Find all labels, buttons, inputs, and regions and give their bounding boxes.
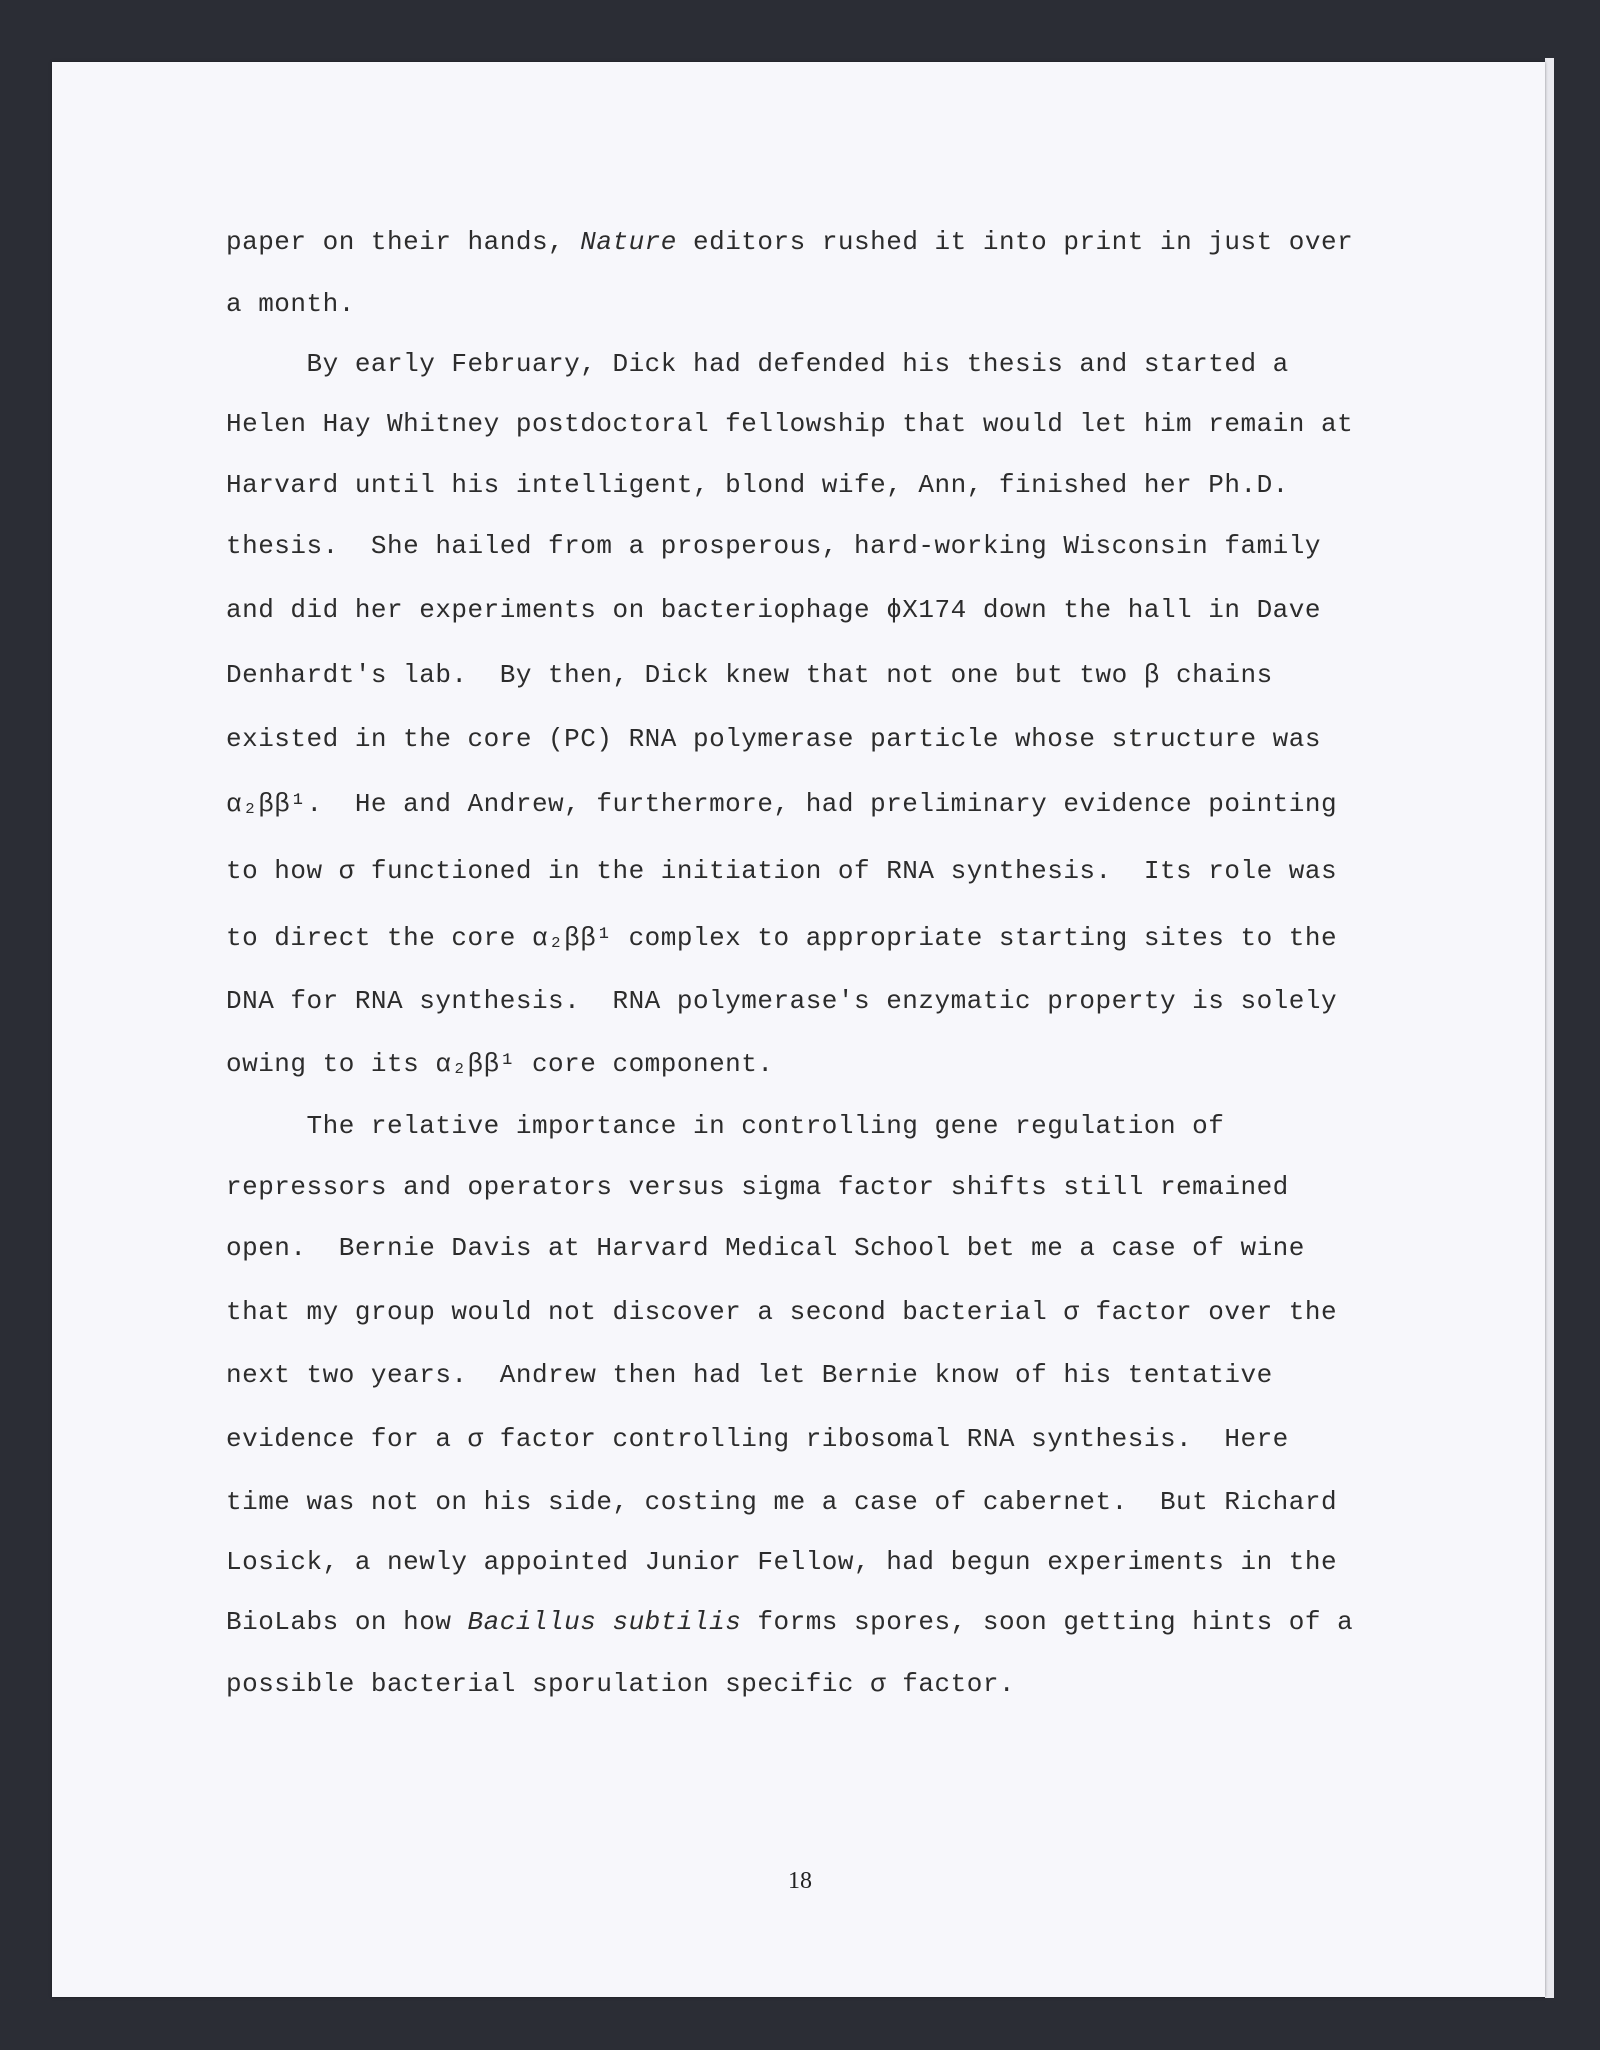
text-line: Harvard until his intelligent, blond wife, Ann, finished her Ph.D. <box>226 470 1289 500</box>
text-line: a month. <box>226 289 355 319</box>
text-line: evidence for a σ factor controlling ribosomal RNA synthesis. Here <box>226 1424 1289 1454</box>
text-line: that my group would not discover a second bacterial σ factor over the <box>226 1297 1338 1327</box>
text-line: thesis. She hailed from a prosperous, hard-working Wisconsin family <box>226 531 1321 561</box>
emphasis-species: Bacillus subtilis <box>467 1607 742 1637</box>
text-line: to how σ functioned in the initiation of RNA synthesis. Its role was <box>226 856 1338 886</box>
text-line: The relative importance in controlling gene regulation of <box>226 1111 1225 1141</box>
emphasis-nature: Nature <box>580 227 677 257</box>
text-line: next two years. Andrew then had let Bernie know of his tentative <box>226 1360 1273 1390</box>
text-line: owing to its α₂ββ¹ core component. <box>226 1049 774 1079</box>
text-line: Losick, a newly appointed Junior Fellow, had begun experiments in the <box>226 1547 1338 1577</box>
text-line: paper on their hands, Nature editors rushed it into print in just over <box>226 227 1354 257</box>
text-line: to direct the core α₂ββ¹ complex to appropriate starting sites to the <box>226 923 1338 953</box>
page-number: 18 <box>788 1868 812 1894</box>
text-line: α₂ββ¹. He and Andrew, furthermore, had preliminary evidence pointing <box>226 789 1338 819</box>
text-line: repressors and operators versus sigma factor shifts still remained <box>226 1172 1289 1202</box>
text-line: time was not on his side, costing me a case of cabernet. But Richard <box>226 1487 1338 1517</box>
page-edge <box>1545 58 1554 1998</box>
text-line: existed in the core (PC) RNA polymerase particle whose structure was <box>226 724 1321 754</box>
text-line: open. Bernie Davis at Harvard Medical School bet me a case of wine <box>226 1233 1305 1263</box>
text-line: Denhardt's lab. By then, Dick knew that not one but two β chains <box>226 660 1273 690</box>
text-line: BioLabs on how Bacillus subtilis forms spores, soon getting hints of a <box>226 1607 1354 1637</box>
text-line: Helen Hay Whitney postdoctoral fellowship that would let him remain at <box>226 409 1354 439</box>
text-line: DNA for RNA synthesis. RNA polymerase's enzymatic property is solely <box>226 986 1338 1016</box>
text-line: possible bacterial sporulation specific σ factor. <box>226 1669 1016 1699</box>
text-line: By early February, Dick had defended his thesis and started a <box>226 349 1289 379</box>
text-line: and did her experiments on bacteriophage ϕX174 down the hall in Dave <box>226 595 1321 625</box>
